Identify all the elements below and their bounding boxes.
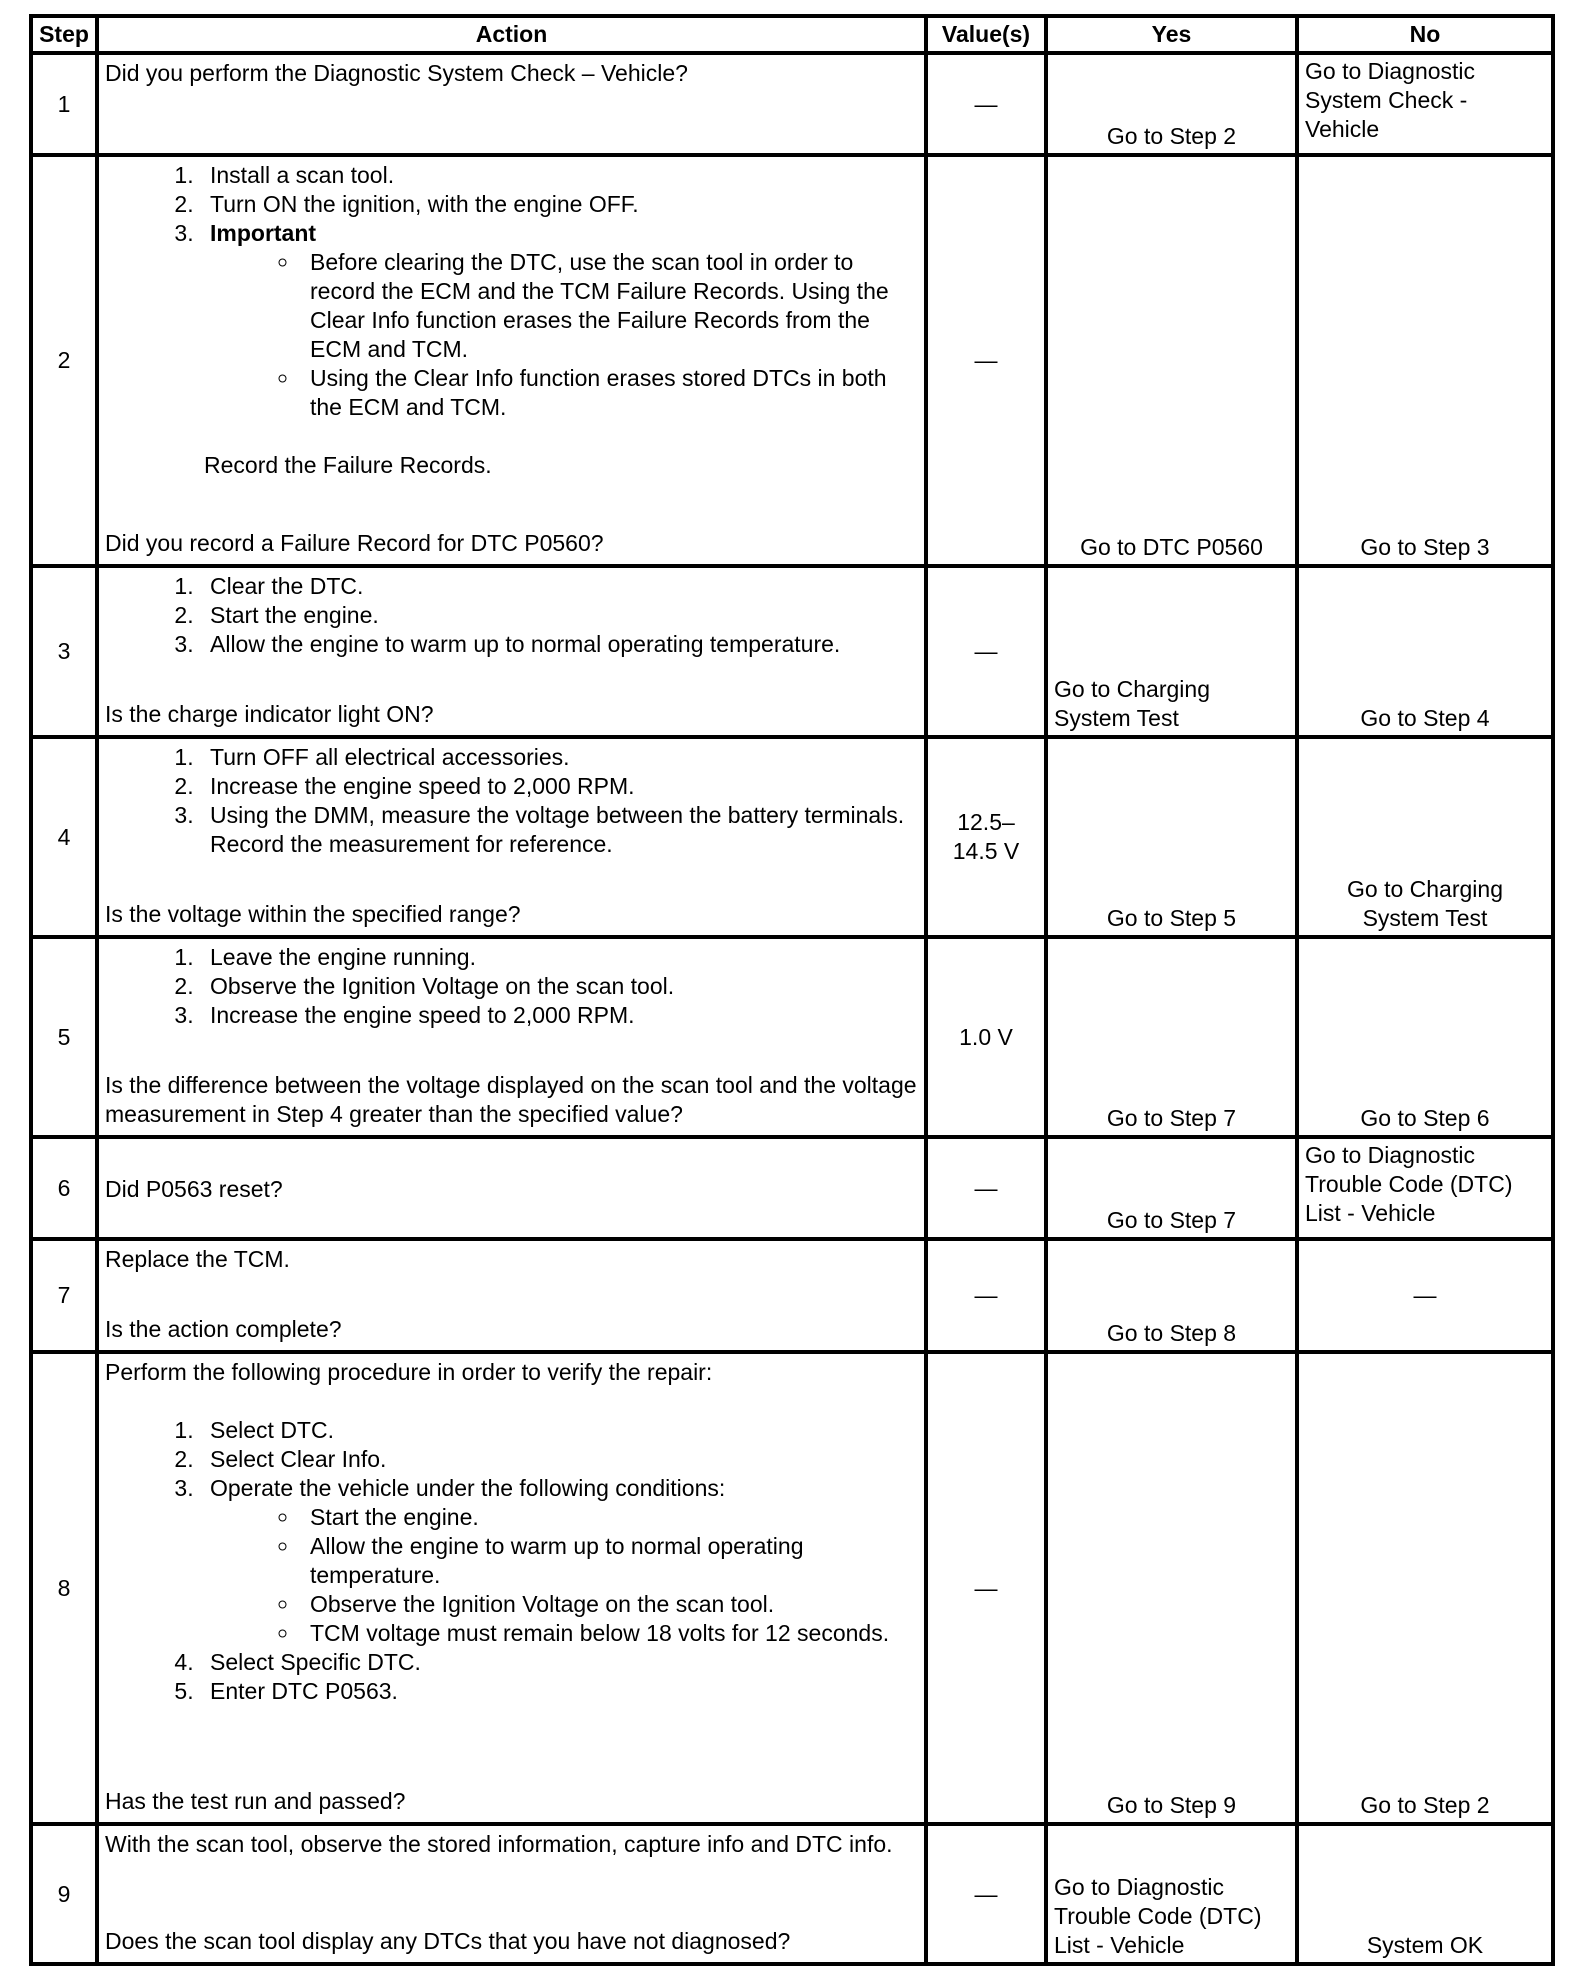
- yes-text: Go to Step 5: [1106, 905, 1237, 931]
- action-text: Did P0563 reset?: [105, 1175, 283, 1202]
- no-text: System OK: [1366, 1932, 1484, 1958]
- yes-text: Go to Charging System Test: [1054, 676, 1210, 731]
- yes-text: Go to Step 7: [1106, 1207, 1237, 1233]
- yes-cell: [1046, 937, 1297, 1137]
- step-number: 3: [31, 566, 97, 737]
- sub-list-item: ◦ Allow the engine to warm up to normal operating temperature.: [300, 1532, 918, 1590]
- yes-text: Go to Step 9: [1106, 1792, 1237, 1818]
- action-question: Is the charge indicator light ON?: [105, 701, 434, 727]
- list-item: 2. Increase the engine speed to 2,000 RPM.: [200, 772, 918, 801]
- value-cell: —: [926, 53, 1046, 155]
- action-question: Is the voltage within the specified range?: [105, 901, 521, 927]
- table-row: [31, 53, 1553, 155]
- no-text: —: [1413, 1282, 1437, 1308]
- yes-cell: [1046, 1239, 1297, 1352]
- list-item: [200, 219, 918, 422]
- step-list: [105, 161, 918, 422]
- no-cell: [1297, 155, 1553, 566]
- action-text: With the scan tool, observe the stored information, capture info and DTC info.: [105, 1831, 893, 1857]
- action-text: Replace the TCM.: [105, 1246, 290, 1272]
- list-item: 1. Install a scan tool.: [200, 161, 918, 190]
- step-list: [105, 572, 918, 659]
- no-text: Go to Diagnostic Trouble Code (DTC) List - Vehicle: [1305, 1142, 1513, 1226]
- action-cell: [97, 1137, 926, 1239]
- no-cell: [1297, 937, 1553, 1137]
- table-row: [31, 566, 1553, 737]
- step-number: 6: [31, 1137, 97, 1239]
- header-no: No: [1297, 16, 1553, 53]
- yes-text: Go to Step 8: [1106, 1320, 1237, 1346]
- step-number: 7: [31, 1239, 97, 1352]
- action-cell: [97, 937, 926, 1137]
- step-list: [105, 1416, 918, 1706]
- value-cell: —: [926, 1824, 1046, 1964]
- step-number: 4: [31, 737, 97, 937]
- action-cell: [97, 155, 926, 566]
- yes-cell: [1046, 1824, 1297, 1964]
- list-item: 3. Allow the engine to warm up to normal operating temperature.: [200, 630, 918, 659]
- sub-list-item: ◦ Start the engine.: [300, 1503, 918, 1532]
- no-cell: [1297, 1352, 1553, 1824]
- yes-cell: [1046, 53, 1297, 155]
- step-list: [105, 943, 918, 1030]
- yes-text: Go to DTC P0560: [1080, 534, 1263, 560]
- sub-list: [210, 248, 918, 422]
- header-values: Value(s): [926, 16, 1046, 53]
- header-action: Action: [97, 16, 926, 53]
- table-row: [31, 1352, 1553, 1824]
- yes-text: Go to Diagnostic Trouble Code (DTC) List - Vehicle: [1054, 1874, 1262, 1958]
- value-cell: —: [926, 1137, 1046, 1239]
- no-cell: [1297, 737, 1553, 937]
- action-question: Is the action complete?: [105, 1316, 342, 1342]
- no-cell: [1297, 1824, 1553, 1964]
- value-cell: —: [926, 1352, 1046, 1824]
- step-number: 1: [31, 53, 97, 155]
- step-number: 2: [31, 155, 97, 566]
- action-intro: Perform the following procedure in order to verify the repair:: [105, 1359, 713, 1385]
- action-cell: [97, 1352, 926, 1824]
- step-number: 9: [31, 1824, 97, 1964]
- important-label: Important: [210, 220, 317, 246]
- list-item: 1. Clear the DTC.: [200, 572, 918, 601]
- action-question: Has the test run and passed?: [105, 1788, 406, 1814]
- step-list: [105, 743, 918, 859]
- value-cell: —: [926, 566, 1046, 737]
- action-question: Does the scan tool display any DTCs that you have not diagnosed?: [105, 1928, 791, 1954]
- action-cell: [97, 566, 926, 737]
- action-cell: [97, 1824, 926, 1964]
- header-row: [31, 16, 1553, 53]
- table-row: [31, 155, 1553, 566]
- step-number: 5: [31, 937, 97, 1137]
- yes-cell: [1046, 1352, 1297, 1824]
- step-number: 8: [31, 1352, 97, 1824]
- yes-cell: [1046, 566, 1297, 737]
- diagnostic-table: [29, 14, 1555, 1966]
- sub-list-item: ◦ Observe the Ignition Voltage on the scan tool.: [300, 1590, 918, 1619]
- list-item: 2. Turn ON the ignition, with the engine OFF.: [200, 190, 918, 219]
- no-cell: [1297, 53, 1553, 155]
- value-cell: 12.5–14.5 V: [926, 737, 1046, 937]
- no-cell: [1297, 1137, 1553, 1239]
- value-cell: 1.0 V: [926, 937, 1046, 1137]
- list-item-text: Operate the vehicle under the following conditions:: [210, 1475, 726, 1501]
- sub-list: [210, 1503, 918, 1648]
- yes-cell: [1046, 1137, 1297, 1239]
- action-question: Is the difference between the voltage displayed on the scan tool and the voltage measurement in Step 4 greater than the specified value?: [105, 1072, 917, 1127]
- list-item: 3. Using the DMM, measure the voltage between the battery terminals. Record the measurement for reference.: [200, 801, 918, 859]
- yes-text: Go to Step 7: [1106, 1105, 1237, 1131]
- table-row: [31, 1137, 1553, 1239]
- no-text: Go to Step 6: [1360, 1105, 1490, 1131]
- no-text: Go to Charging System Test: [1347, 876, 1503, 931]
- value-cell: —: [926, 155, 1046, 566]
- no-text: Go to Diagnostic System Check - Vehicle: [1305, 58, 1476, 142]
- table-row: [31, 1824, 1553, 1964]
- list-item: 2. Start the engine.: [200, 601, 918, 630]
- list-item: [200, 1474, 918, 1648]
- list-item: 1. Turn OFF all electrical accessories.: [200, 743, 918, 772]
- list-item: 1. Select DTC.: [200, 1416, 918, 1445]
- yes-cell: [1046, 737, 1297, 937]
- value-cell: —: [926, 1239, 1046, 1352]
- table-row: [31, 1239, 1553, 1352]
- action-cell: [97, 53, 926, 155]
- action-text: Did you perform the Diagnostic System Check – Vehicle?: [105, 60, 688, 86]
- table-row: [31, 937, 1553, 1137]
- header-yes: Yes: [1046, 16, 1297, 53]
- sub-list-item: ◦ Before clearing the DTC, use the scan tool in order to record the ECM and the TCM Failure Records. Using the Clear Info function erases the Failure Records from the ECM and TCM.: [300, 248, 918, 364]
- list-item: 2. Observe the Ignition Voltage on the scan tool.: [200, 972, 918, 1001]
- action-question: Did you record a Failure Record for DTC P0560?: [105, 530, 604, 556]
- list-item: 5. Enter DTC P0563.: [200, 1677, 918, 1706]
- sub-list-item: ◦ TCM voltage must remain below 18 volts for 12 seconds.: [300, 1619, 918, 1648]
- table-row: [31, 737, 1553, 937]
- no-text: Go to Step 2: [1360, 1792, 1490, 1818]
- action-note: Record the Failure Records.: [204, 452, 492, 478]
- action-cell: [97, 1239, 926, 1352]
- list-item: 1. Leave the engine running.: [200, 943, 918, 972]
- no-cell: [1297, 566, 1553, 737]
- list-item: 2. Select Clear Info.: [200, 1445, 918, 1474]
- yes-text: Go to Step 2: [1106, 123, 1237, 149]
- no-text: Go to Step 4: [1360, 705, 1490, 731]
- yes-cell: [1046, 155, 1297, 566]
- no-cell: [1297, 1239, 1553, 1352]
- header-step: Step: [31, 16, 97, 53]
- list-item: 3. Increase the engine speed to 2,000 RPM.: [200, 1001, 918, 1030]
- no-text: Go to Step 3: [1360, 534, 1490, 560]
- sub-list-item: ◦ Using the Clear Info function erases stored DTCs in both the ECM and TCM.: [300, 364, 918, 422]
- action-cell: [97, 737, 926, 937]
- list-item: 4. Select Specific DTC.: [200, 1648, 918, 1677]
